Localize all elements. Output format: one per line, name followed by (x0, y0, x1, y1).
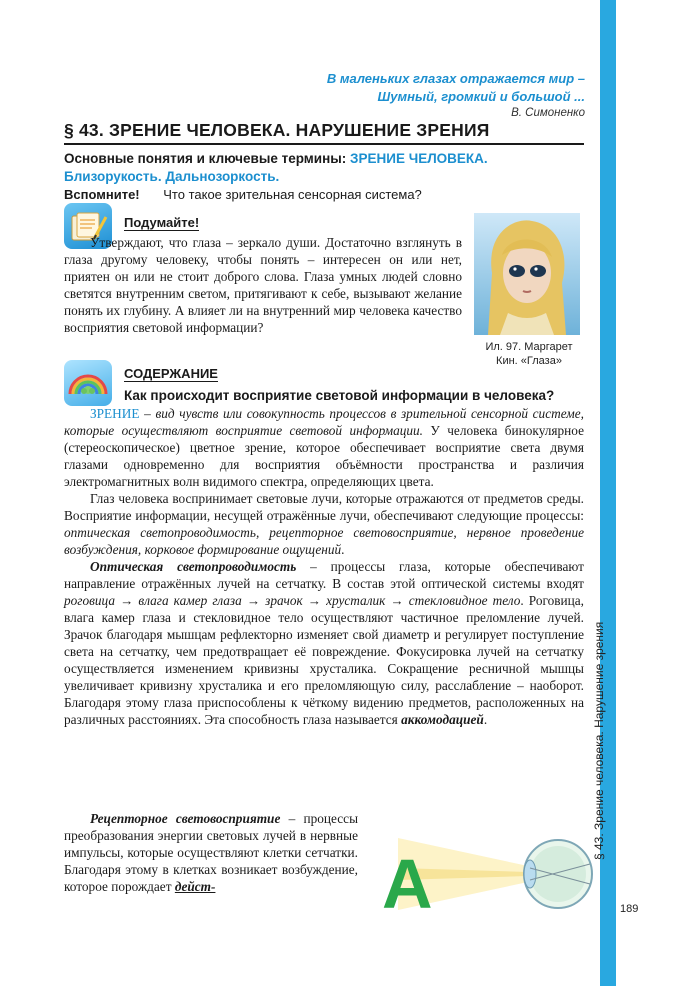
remember-block (64, 187, 422, 202)
title-underline (64, 143, 584, 145)
key-terms (64, 150, 588, 186)
term-vision: ЗРЕНИЕ (90, 406, 140, 421)
paragraph-vision (64, 405, 584, 490)
vision-description: У человека бинокулярное (стереоскопическое) цветное зрение, которое обеспечивает восприятие света двумя глазами одновременно для восприятия объёмности пространства и различия электромагнитных волн видимого спектра, определяющих цвета. (64, 423, 584, 489)
content-heading: СОДЕРЖАНИЕ (124, 366, 218, 381)
side-margin (616, 0, 700, 986)
paragraph-perception: Глаз человека воспринимает световые лучи, которые отражаются от предметов среды. Восприятие информации, несущей отражённые лучи, обеспечивают следующие процессы: оптическая светопроводимость, рецепторное световосприятие, нервное проведение возбуждения, корковое формирование ощущений. (64, 491, 584, 557)
eye-diagram (378, 828, 596, 920)
main-text (64, 405, 584, 728)
figure-caption-line-2: Кин. «Глаза» (496, 355, 562, 367)
side-running-title: § 43. Зрение человека. Нарушение зрения (592, 621, 606, 860)
page-title: § 43. ЗРЕНИЕ ЧЕЛОВЕКА. НАРУШЕНИЕ ЗРЕНИЯ (64, 120, 490, 140)
epigraph-line-1: В маленьких глазах отражается мир – (326, 71, 585, 86)
term-accommodation: аккомодацией (401, 712, 484, 727)
page-number: 189 (620, 903, 639, 915)
figure-caption-line-1: Ил. 97. Маргарет (485, 341, 573, 353)
think-heading: Подумайте! (124, 215, 200, 230)
receptor-text (64, 810, 358, 895)
remember-question: Что такое зрительная сенсорная система? (163, 187, 422, 202)
vision-definition: – вид чувств или совокупность процессов в зрительной сенсорной системе, которые осуществляют восприятие световой информации. (64, 406, 584, 438)
portrait-image (474, 213, 580, 335)
epigraph (327, 70, 585, 120)
term-receptor: Рецепторное световосприятие (90, 811, 281, 826)
epigraph-line-2: Шумный, громкий и большой ... (377, 89, 585, 104)
paragraph-receptor: Рецепторное световосприятие – процессы преобразования энергии световых лучей в нервные импульсы, которые осуществляют клетки сетчатки. Благодаря этому в клетках возникает возбуждение, которое порождает дейст- (64, 811, 358, 894)
key-terms-label: Основные понятия и ключевые термины: (64, 151, 347, 166)
content-question: Как происходит восприятие световой информации в человека? (124, 388, 555, 403)
epigraph-author: В. Симоненко (511, 107, 585, 119)
optical-chain: роговица → влага камер глаза → зрачок → хрусталик → стекловидное тело (64, 593, 521, 608)
perception-processes: оптическая светопроводимость, рецепторное световосприятие, нервное проведение возбуждения, корковое формирование ощущений (64, 525, 584, 557)
rainbow-icon (64, 360, 112, 406)
hyphenated-word: дейст- (174, 879, 216, 894)
paragraph-optical: Оптическая светопроводимость – процессы глаза, которые обеспечивают направление отражённых лучей на сетчатку. В состав этой оптической системы входят роговица → влага камер глаза → зрачок → хрусталик → стекловидное тело. Роговица, влага камер глаза и стекловидное тело осуществляют частичное преломление лучей. Зрачок благодаря мышцам рефлекторно изменяет свой диаметр и регулирует поступление света на сетчатку, чем предотвращает её повреждение. Фокусировка лучей на сетчатку осуществляется изменением кривизны хрусталика. Сокращение ресничной мышцы увеличивает кривизну хрусталика и его преломляющую силу, расслабление – наоборот. Благодаря этому глаза приспособлены к чёткому видению предметов, расположенных на различных расстояниях. Эта способность глаза называется аккомодацией. (64, 559, 584, 727)
think-paragraph-top (64, 234, 462, 336)
term-optical: Оптическая светопроводимость (90, 559, 297, 574)
key-terms-values: ЗРЕНИЕ ЧЕЛОВЕКА. Близорукость. Дальнозоркость. (64, 151, 488, 184)
remember-label: Вспомните! (64, 187, 140, 202)
eye-diagram-letter: A (382, 845, 433, 920)
think-text: Утверждают, что глаза – зеркало души. Достаточно взглянуть в глаза другому человеку, чтобы понять – интересен он или нет, приятен он или не стоит доброго слова. Глаза умных людей словно светятся внутренним светом, притягивают к себе, вызывают желание понять их глубину. А влияет ли на внутренний мир человека качество восприятия световой информации? (64, 235, 462, 335)
figure-caption (474, 340, 584, 368)
